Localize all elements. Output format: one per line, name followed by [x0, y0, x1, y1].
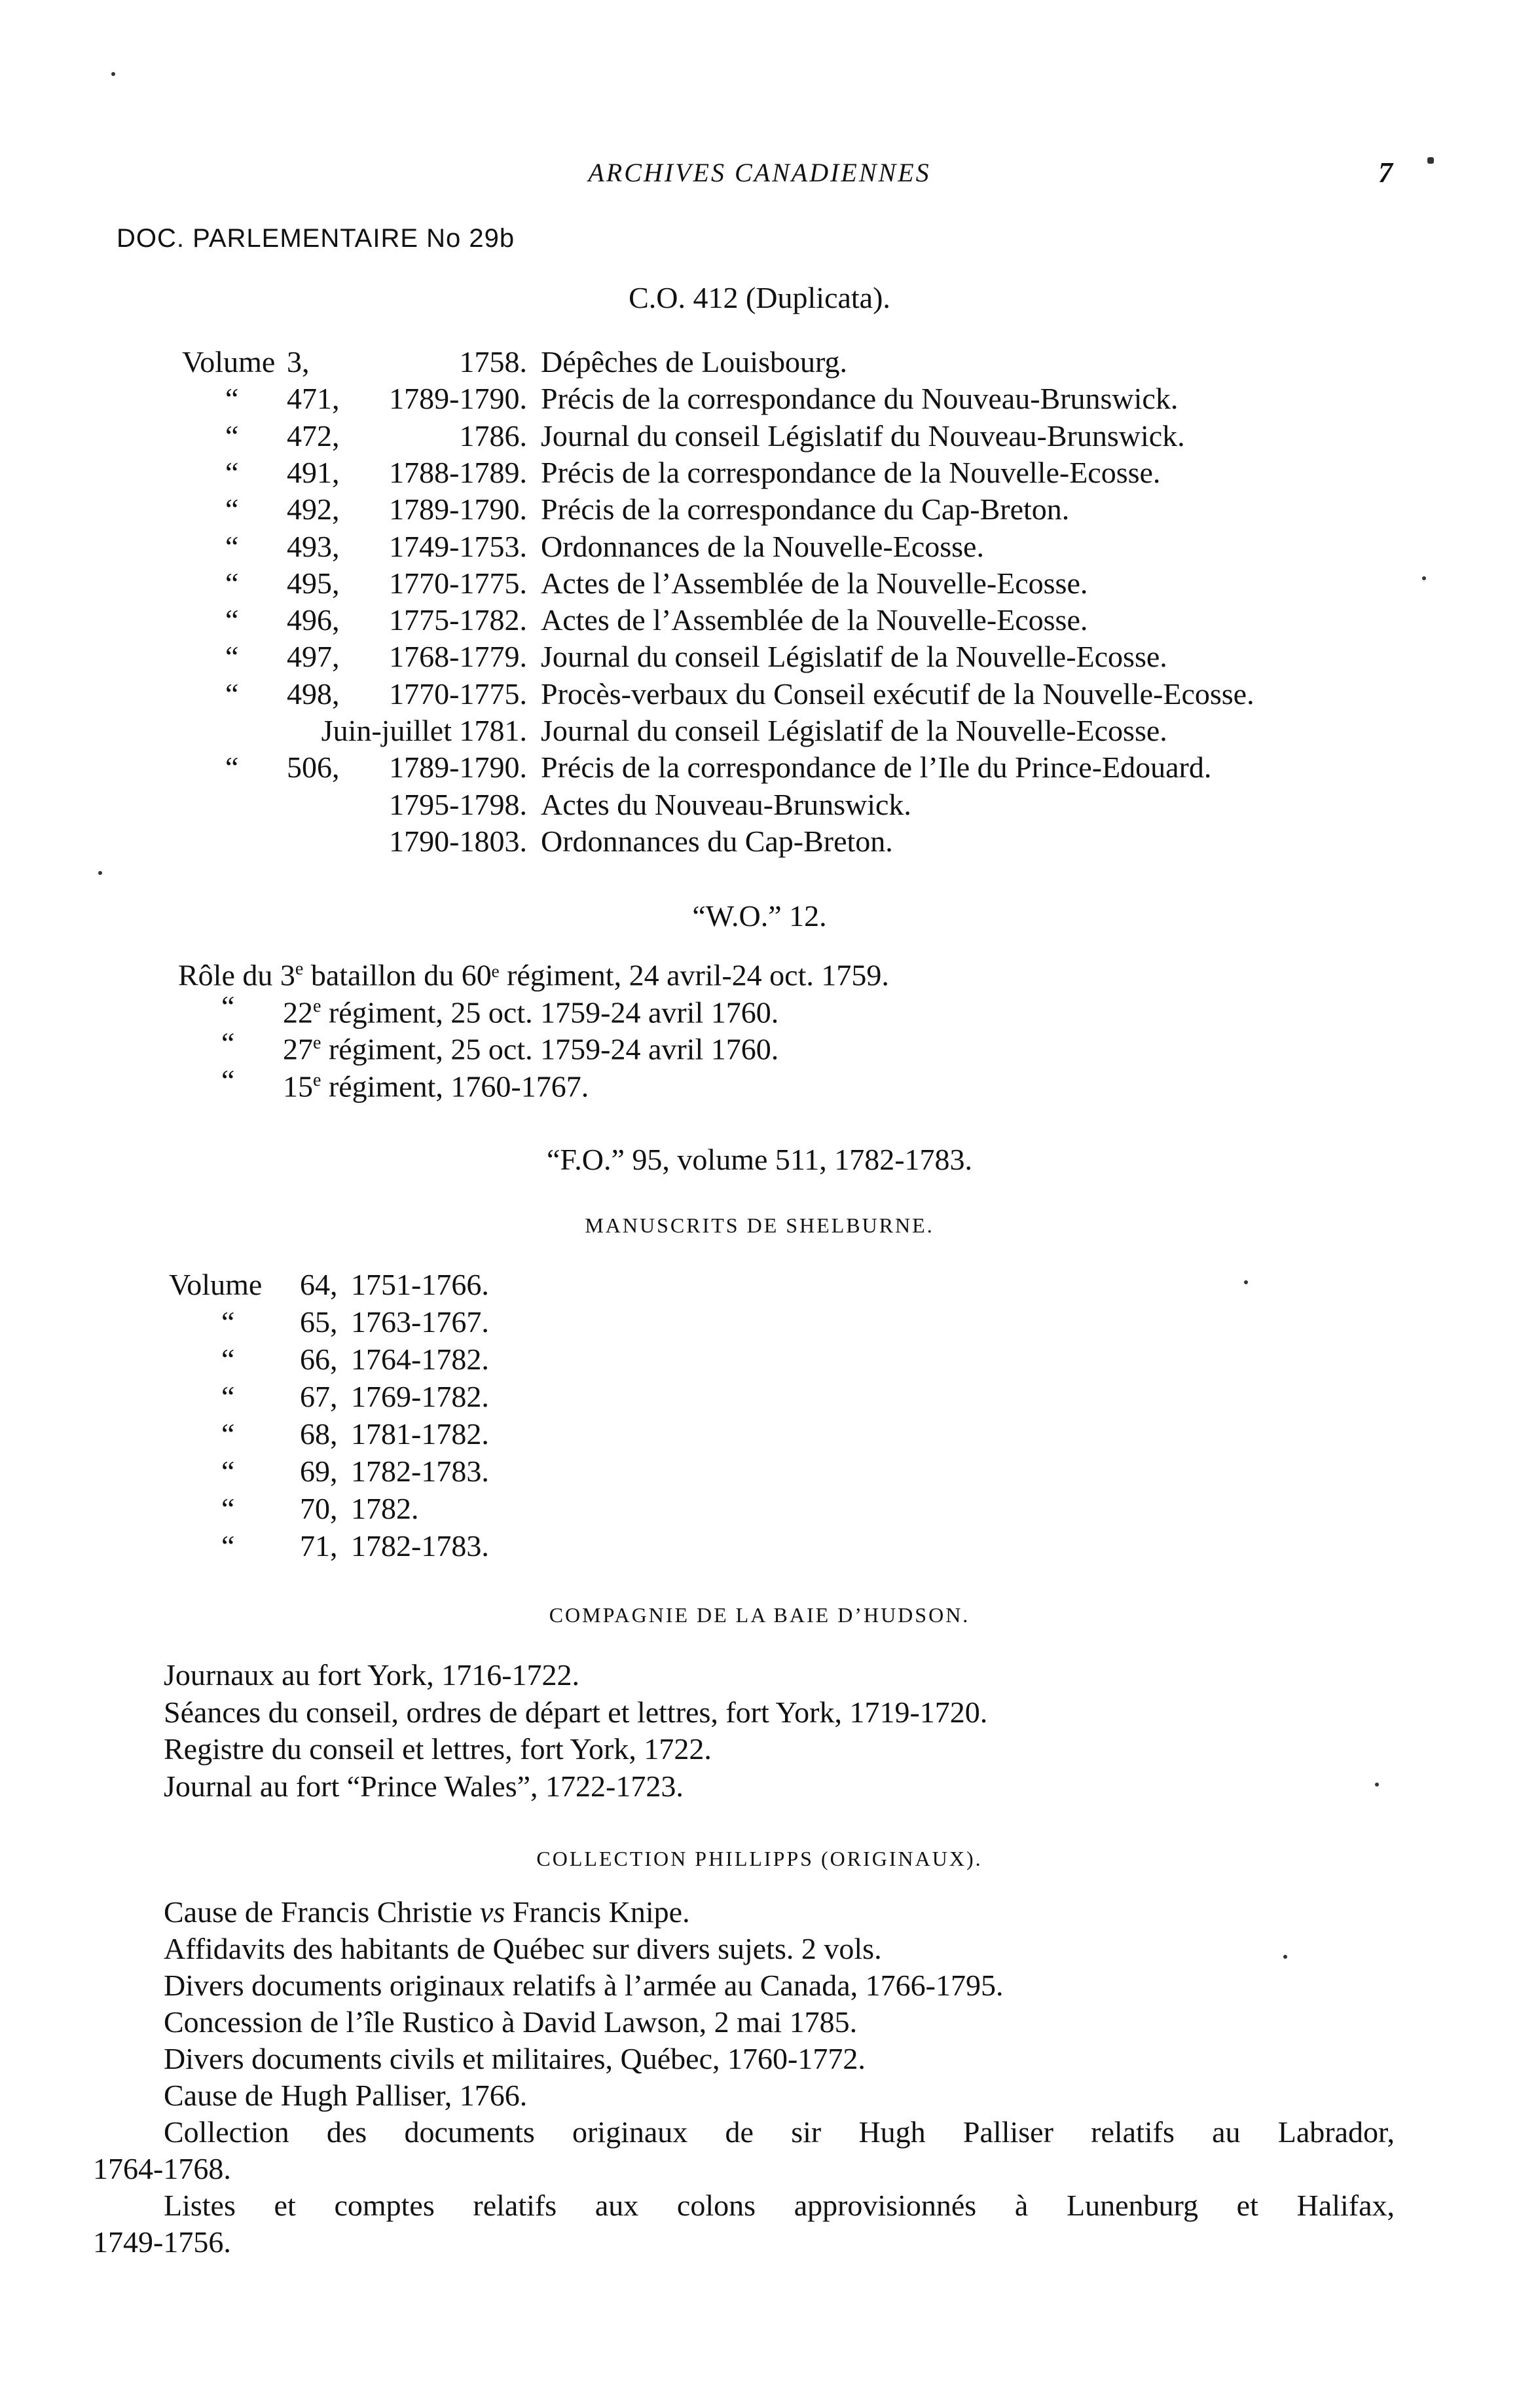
- ditto-mark: “: [225, 419, 239, 453]
- ditto-mark: “: [221, 1380, 235, 1413]
- row-volume: 493,: [287, 530, 340, 563]
- palliser-para-line2: 1764-1768.: [93, 2152, 231, 2185]
- regiment-number: 22: [283, 995, 313, 1029]
- ditto-mark: “: [225, 382, 239, 415]
- row-years: 1749-1753.: [389, 530, 527, 563]
- ditto-mark: “: [221, 1343, 235, 1376]
- row-years: 1751-1766.: [351, 1268, 489, 1301]
- ditto-mark: “: [225, 456, 239, 489]
- ordinal-suffix: e: [295, 959, 304, 979]
- row-volume: 498,: [287, 677, 340, 711]
- row-years: 1789-1790.: [389, 492, 527, 526]
- ditto-mark: “: [221, 1492, 235, 1525]
- page-number: 7: [1378, 157, 1393, 189]
- row-description: Actes de l’Assemblée de la Nouvelle-Ecosse.: [541, 566, 1088, 600]
- row-prefix: Rôle du: [178, 958, 280, 992]
- ordinal-suffix: e: [313, 996, 321, 1016]
- row-volume: 69,: [300, 1454, 338, 1488]
- row-description: Précis de la correspondance du Cap-Breton.: [541, 492, 1070, 526]
- ditto-mark: “: [225, 640, 239, 673]
- row-volume: 65,: [300, 1305, 338, 1339]
- ditto-mark: “: [225, 492, 239, 526]
- section-heading-co412: C.O. 412 (Duplicata).: [629, 281, 890, 314]
- row-years: 1768-1779.: [389, 640, 527, 673]
- row-volume: 492,: [287, 492, 340, 526]
- row-volume: 64,: [300, 1268, 338, 1301]
- phillipps-cause-line: [164, 1894, 690, 1931]
- row-years: 1789-1790.: [389, 382, 527, 415]
- row-description: Actes de l’Assemblée de la Nouvelle-Ecosse.: [541, 603, 1088, 637]
- row-prefix: Volume: [169, 1268, 263, 1301]
- ditto-mark: “: [221, 1417, 235, 1451]
- ordinal-suffix: e: [313, 1070, 321, 1090]
- section-heading-fo95: “F.O.” 95, volume 511, 1782-1783.: [546, 1143, 973, 1176]
- row-description: Procès-verbaux du Conseil exécutif de la Nouvelle-Ecosse.: [541, 677, 1254, 711]
- row-years: 1770-1775.: [389, 566, 527, 600]
- row-description: Journal du conseil Législatif de la Nouvelle-Ecosse.: [541, 640, 1167, 673]
- phillipps-line: Divers documents civils et militaires, Québec, 1760-1772.: [164, 2042, 866, 2075]
- row-years: 1789-1790.: [389, 750, 527, 784]
- scan-speck: [1283, 1955, 1287, 1959]
- section-heading-hudson: COMPAGNIE DE LA BAIE D’HUDSON.: [549, 1603, 970, 1627]
- row-volume: 472,: [287, 419, 340, 453]
- row-description: Journal du conseil Législatif de la Nouvelle-Ecosse.: [541, 714, 1167, 747]
- ditto-mark: “: [221, 1026, 235, 1060]
- row-volume: 68,: [300, 1417, 338, 1451]
- regiment-number: 15: [283, 1069, 313, 1103]
- ditto-mark: “: [221, 1529, 235, 1563]
- row-years: 1788-1789.: [389, 456, 527, 489]
- phillipps-line: Cause de Hugh Palliser, 1766.: [164, 2079, 528, 2112]
- regiment-number: 27: [283, 1032, 313, 1066]
- scan-speck: [98, 871, 102, 875]
- ordinal-suffix: e: [313, 1033, 321, 1053]
- hudson-line: Registre du conseil et lettres, fort York, 1722.: [164, 1732, 712, 1766]
- regiment-text: régiment, 25 oct. 1759-24 avril 1760.: [321, 995, 779, 1029]
- wo12-text: [283, 1025, 778, 1067]
- row-years: 1763-1767.: [351, 1305, 489, 1339]
- row-description: Précis de la correspondance de l’Ile du Prince-Edouard.: [541, 750, 1212, 784]
- subheading-shelburne: MANUSCRITS DE SHELBURNE.: [585, 1213, 934, 1237]
- row-volume: 71,: [300, 1529, 338, 1563]
- regiment-text: bataillon du 60ᵉ régiment, 24 avril-24 oct. 1759.: [303, 958, 889, 992]
- row-years: 1769-1782.: [351, 1380, 489, 1413]
- row-volume: 497,: [287, 640, 340, 673]
- row-description: Précis de la correspondance de la Nouvelle-Ecosse.: [541, 456, 1161, 489]
- scan-speck: [111, 72, 115, 76]
- lunenburg-para-line1: Listes et comptes relatifs aux colons approvisionnés à Lunenburg et Halifax,: [164, 2189, 1395, 2222]
- hudson-line: Séances du conseil, ordres de départ et lettres, fort York, 1719-1720.: [164, 1695, 988, 1729]
- row-years: 1782-1783.: [351, 1454, 489, 1488]
- wo12-text: [178, 951, 889, 993]
- row-volume: 495,: [287, 566, 340, 600]
- section-heading-phillipps: COLLECTION PHILLIPPS (ORIGINAUX).: [536, 1847, 983, 1870]
- ditto-mark: “: [221, 1305, 235, 1339]
- ditto-mark: “: [225, 603, 239, 637]
- cause-post: Francis Knipe.: [512, 1895, 690, 1929]
- row-years: 1790-1803.: [389, 824, 527, 858]
- phillipps-line: Concession de l’île Rustico à David Lawson, 2 mai 1785.: [164, 2005, 858, 2039]
- scan-speck: [1422, 576, 1426, 580]
- lunenburg-para-line2: 1749-1756.: [93, 2225, 231, 2259]
- hudson-line: Journaux au fort York, 1716-1722.: [164, 1658, 580, 1692]
- row-volume: 67,: [300, 1380, 338, 1413]
- cause-pre: Cause de Francis Christie: [164, 1895, 473, 1929]
- row-years: 1782.: [351, 1492, 419, 1525]
- ditto-mark: “: [221, 1454, 235, 1488]
- row-volume: 66,: [300, 1343, 338, 1376]
- row-description: Journal du conseil Législatif du Nouveau-Brunswick.: [541, 419, 1185, 453]
- row-volume: 3,: [287, 345, 310, 379]
- section-heading-wo12: “W.O.” 12.: [692, 899, 827, 933]
- row-prefix: Volume: [182, 345, 276, 379]
- ditto-mark: “: [225, 750, 239, 784]
- row-years: 1782-1783.: [351, 1529, 489, 1563]
- cause-vs: vs: [479, 1895, 505, 1929]
- palliser-para-line1: Collection des documents originaux de sir Hugh Palliser relatifs au Labrador,: [164, 2115, 1395, 2149]
- phillipps-line: Affidavits des habitants de Québec sur divers sujets. 2 vols.: [164, 1932, 882, 1965]
- ditto-mark: “: [225, 566, 239, 600]
- row-volume: 506,: [287, 750, 340, 784]
- ditto-mark: “: [221, 990, 235, 1023]
- row-description: Ordonnances du Cap-Breton.: [541, 824, 893, 858]
- row-description: Précis de la correspondance du Nouveau-Brunswick.: [541, 382, 1179, 415]
- row-description: Ordonnances de la Nouvelle-Ecosse.: [541, 530, 984, 563]
- scan-speck: [1427, 157, 1434, 164]
- row-description: Actes du Nouveau-Brunswick.: [541, 788, 911, 821]
- row-years: 1758.: [459, 345, 527, 379]
- regiment-text: régiment, 1760-1767.: [321, 1069, 589, 1103]
- row-years: Juin-juillet 1781.: [321, 714, 527, 747]
- phillipps-line: Divers documents originaux relatifs à l’armée au Canada, 1766-1795.: [164, 1969, 1004, 2002]
- regiment-number: 3: [280, 958, 295, 992]
- row-years: 1770-1775.: [389, 677, 527, 711]
- ditto-mark: “: [225, 677, 239, 711]
- row-years: 1775-1782.: [389, 603, 527, 637]
- running-title: ARCHIVES CANADIENNES: [588, 158, 931, 187]
- row-volume: 496,: [287, 603, 340, 637]
- row-volume: 491,: [287, 456, 340, 489]
- wo12-text: [283, 1062, 589, 1105]
- scan-speck: [1244, 1280, 1248, 1284]
- scan-speck: [1375, 1783, 1379, 1787]
- hudson-line: Journal au fort “Prince Wales”, 1722-1723.: [164, 1769, 684, 1803]
- row-volume: 70,: [300, 1492, 338, 1525]
- row-volume: 471,: [287, 382, 340, 415]
- row-years: 1786.: [459, 419, 527, 453]
- ditto-mark: “: [221, 1064, 235, 1097]
- ditto-mark: “: [225, 530, 239, 563]
- row-description: Dépêches de Louisbourg.: [541, 345, 847, 379]
- regiment-text: régiment, 25 oct. 1759-24 avril 1760.: [321, 1032, 779, 1066]
- row-years: 1781-1782.: [351, 1417, 489, 1451]
- row-years: 1795-1798.: [389, 788, 527, 821]
- doc-label: DOC. PARLEMENTAIRE No 29b: [117, 224, 515, 253]
- row-years: 1764-1782.: [351, 1343, 489, 1376]
